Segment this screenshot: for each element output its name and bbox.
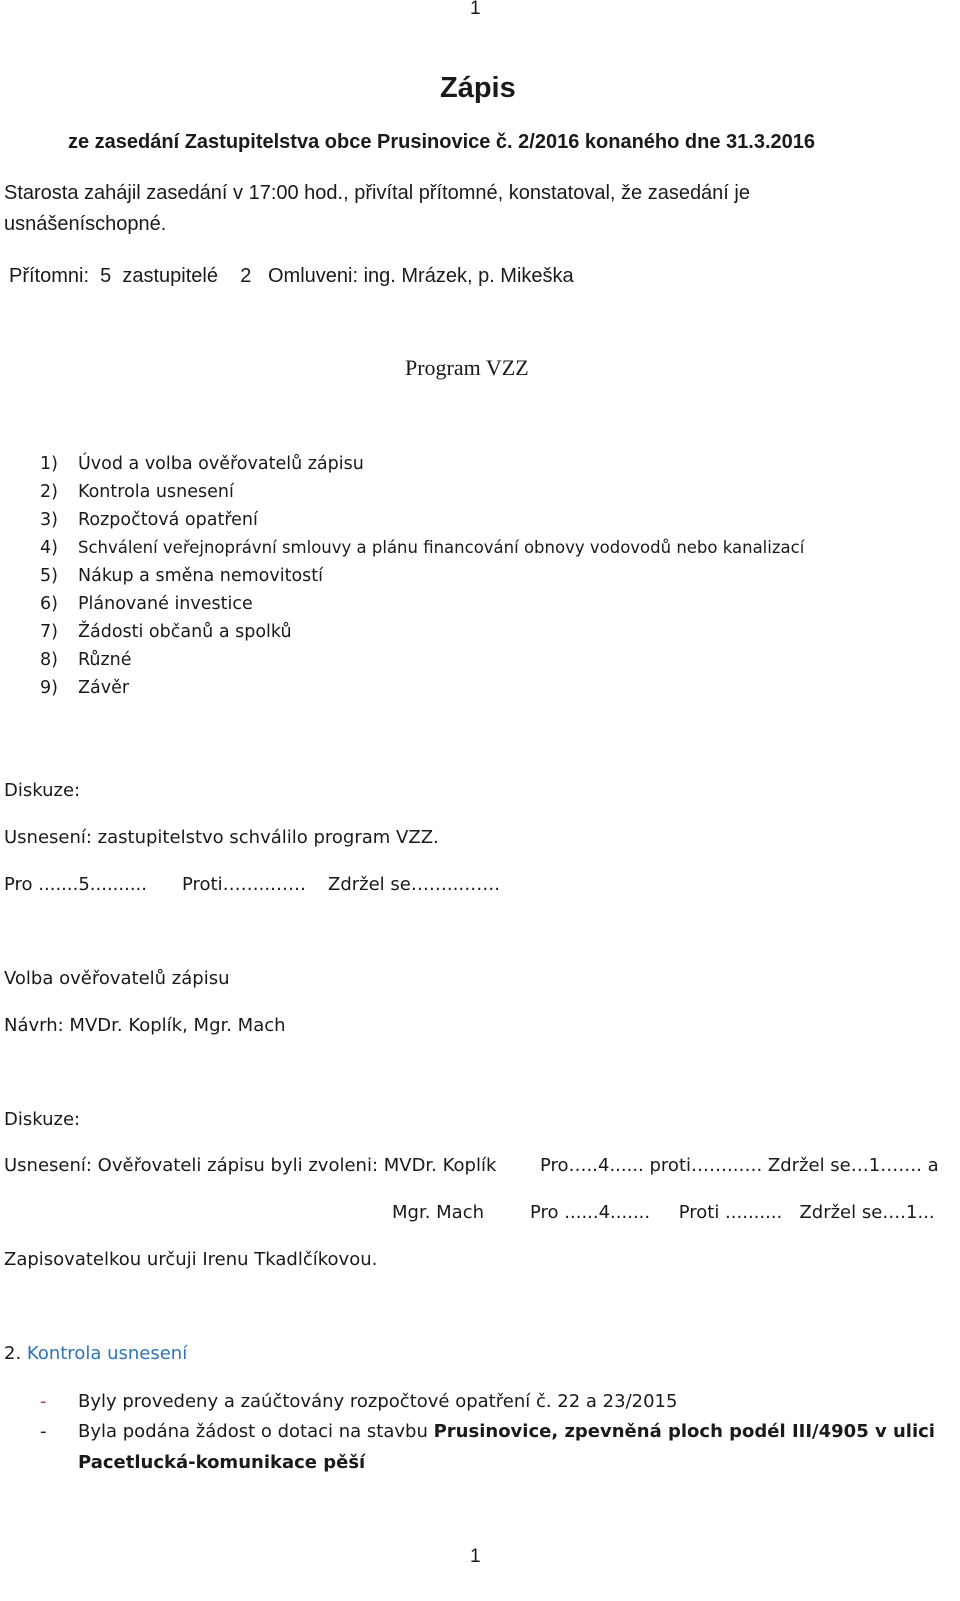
item-text: Kontrola usnesení — [78, 482, 234, 502]
program-item — [40, 646, 804, 674]
document-subtitle: ze zasedání Zastupitelstva obce Prusinovice č. 2/2016 konaného dne 31.3.2016 — [68, 131, 815, 153]
item-text: Schválení veřejnoprávní smlouvy a plánu financování obnovy vodovodů nebo kanalizací — [78, 538, 805, 557]
item-number: 3) — [40, 510, 58, 530]
section-number: 2. — [4, 1343, 22, 1364]
item-text: Úvod a volba ověřovatelů zápisu — [78, 454, 364, 474]
resolution-program: Usnesení: zastupitelstvo schválilo program VZZ. — [4, 827, 439, 848]
item-text: Nákup a směna nemovitostí — [78, 566, 324, 586]
vote-koplik: Pro…..4...... proti……..…. Zdržel se…1……. a — [540, 1155, 939, 1176]
bullet-text: Byla podána žádost o dotaci na stavbu — [78, 1421, 428, 1442]
discussion-label: Diskuze: — [4, 780, 81, 801]
program-item — [40, 534, 804, 562]
program-item — [40, 618, 804, 646]
bullet-dash: - — [40, 1421, 47, 1442]
program-item — [40, 478, 804, 506]
item-number: 4) — [40, 538, 58, 558]
bullet-text: Byly provedeny a zaúčtovány rozpočtové opatření č. 22 a 23/2015 — [78, 1391, 678, 1412]
intro-line-1: Starosta zahájil zasedání v 17:00 hod., přivítal přítomné, konstatoval, že zasedání je — [4, 182, 750, 204]
item-text: Žádosti občanů a spolků — [78, 622, 292, 642]
attendance-line: Přítomni: 5 zastupitelé 2 Omluveni: ing. Mrázek, p. Mikeška — [9, 265, 574, 287]
program-title: Program VZZ — [405, 355, 529, 380]
bullet-dash: - — [40, 1391, 47, 1412]
footer-page-number: 1 — [470, 1546, 481, 1567]
verifiers-heading: Volba ověřovatelů zápisu — [4, 968, 230, 989]
discussion-label-2: Diskuze: — [4, 1109, 81, 1130]
program-item — [40, 450, 804, 478]
section-heading — [4, 1343, 187, 1364]
resolution-verifiers: Usnesení: Ověřovateli zápisu byli zvoleni: MVDr. Koplík — [4, 1155, 497, 1176]
item-text: Rozpočtová opatření — [78, 510, 258, 530]
program-item — [40, 674, 804, 702]
bullet-text-bold: Prusinovice, zpevněná ploch podél III/4905 v ulici — [433, 1421, 935, 1442]
item-number: 8) — [40, 650, 58, 670]
item-number: 6) — [40, 594, 58, 614]
item-text: Plánované investice — [78, 594, 253, 614]
bullet-item — [40, 1417, 935, 1447]
vote-pro: Pro .......5.......... — [4, 874, 147, 895]
header-page-number: 1 — [470, 0, 481, 19]
program-list — [40, 450, 804, 702]
vote-proti: Proti……..…… — [182, 874, 307, 895]
program-item — [40, 506, 804, 534]
intro-line-2: usnášeníschopné. — [4, 213, 167, 235]
item-number: 9) — [40, 678, 58, 698]
verifiers-proposal: Návrh: MVDr. Koplík, Mgr. Mach — [4, 1015, 286, 1036]
item-text: Různé — [78, 650, 132, 670]
program-item — [40, 562, 804, 590]
item-number: 1) — [40, 454, 58, 474]
bullet-item — [40, 1387, 677, 1417]
item-number: 5) — [40, 566, 58, 586]
document-title: Zápis — [440, 72, 516, 104]
bullet-continuation: Pacetlucká-komunikace pěší — [78, 1452, 366, 1473]
program-item — [40, 590, 804, 618]
item-number: 2) — [40, 482, 58, 502]
section-title: Kontrola usnesení — [26, 1343, 188, 1364]
item-text: Závěr — [78, 678, 130, 698]
vote-zdrzel: Zdržel se……..……. — [328, 874, 501, 895]
recorder-line: Zapisovatelkou určuji Irenu Tkadlčíkovou. — [4, 1249, 378, 1270]
item-number: 7) — [40, 622, 58, 642]
verifier-mach: Mgr. Mach — [392, 1202, 485, 1223]
vote-mach: Pro ......4....... Proti .......... Zdržel se….1... — [530, 1202, 935, 1223]
